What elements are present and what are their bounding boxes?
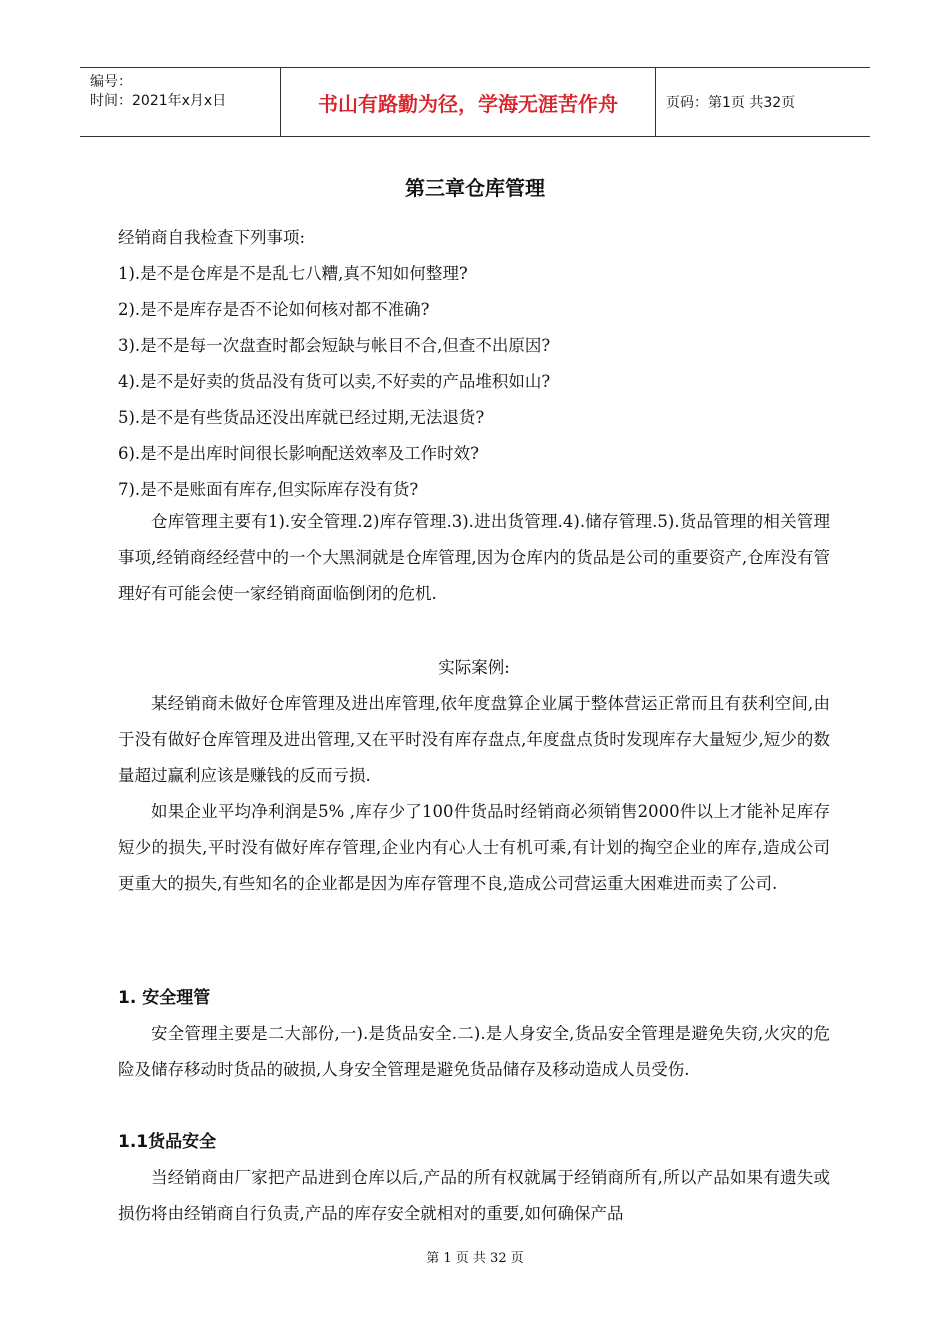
code-label: 编号： bbox=[90, 74, 132, 90]
checklist-item: 2).是不是库存是否不论如何核对都不准确? bbox=[118, 300, 430, 319]
section-1-paragraph: 安全管理主要是二大部份,一).是货品安全.二).是人身安全,货品安全管理是避免失窃,火灾的危险及储存移动时货品的破损,人身安全管理是避免货品储存及移动造成人员受伤. bbox=[118, 1024, 830, 1079]
chapter-title: 第三章仓库管理 bbox=[405, 176, 545, 200]
checklist-item: 1).是不是仓库是不是乱七八糟,真不知如何整理? bbox=[118, 264, 468, 283]
intro-line: 经销商自我检查下列事项: bbox=[118, 228, 306, 247]
checklist-block bbox=[118, 220, 830, 508]
case-paragraph-2: 如果企业平均净利润是5% ,库存少了100件货品时经销商必须销售2000件以上才能补足库存短少的损失,平时没有做好库存管理,企业内有心人士有机可乘,有计划的掏空企业的库存,造成公司更重大的损失,有些知名的企业都是因为库存管理不良,造成公司营运重大困难进而卖了公司. bbox=[118, 802, 830, 893]
checklist-item: 3).是不是每一次盘查时都会短缺与帐目不合,但查不出原因? bbox=[118, 336, 551, 355]
time-label: 时间：2021年x月x日 bbox=[90, 93, 227, 109]
section-1-1-heading: 1.1货品安全 bbox=[118, 1132, 217, 1152]
case-heading: 实际案例: bbox=[438, 658, 510, 677]
header-meta-cell bbox=[80, 68, 281, 136]
section-1-1-paragraph: 当经销商由厂家把产品进到仓库以后,产品的所有权就属于经销商所有,所以产品如果有遗失或损伤将由经销商自行负责,产品的库存安全就相对的重要,如何确保产品 bbox=[118, 1168, 830, 1223]
header-table bbox=[80, 67, 870, 137]
checklist-item: 5).是不是有些货品还没出库就已经过期,无法退货? bbox=[118, 408, 485, 427]
page-footer: 第 1 页 共 32 页 bbox=[426, 1251, 524, 1266]
case-paragraph-1: 某经销商未做好仓库管理及进出库管理,依年度盘算企业属于整体营运正常而且有获利空间,由于没有做好仓库管理及进出管理,又在平时没有库存盘点,年度盘点货时发现库存大量短少,短少的数量超过赢利应该是赚钱的反而亏损. bbox=[118, 694, 830, 785]
summary-paragraph: 仓库管理主要有1).安全管理.2)库存管理.3).进出货管理.4).储存管理.5).货品管理的相关管理事项,经销商经经营中的一个大黑洞就是仓库管理,因为仓库内的货品是公司的重要资产,仓库没有管理好有可能会使一家经销商面临倒闭的危机. bbox=[118, 512, 830, 603]
section-1-heading: 1. 安全理管 bbox=[118, 988, 211, 1008]
header-motto: 书山有路勤为径，学海无涯苦作舟 bbox=[281, 68, 656, 136]
checklist-item: 4).是不是好卖的货品没有货可以卖,不好卖的产品堆积如山? bbox=[118, 372, 551, 391]
header-page-code: 页码：第1页 共32页 bbox=[666, 95, 796, 111]
checklist-item: 6).是不是出库时间很长影响配送效率及工作时效? bbox=[118, 444, 480, 463]
checklist-item: 7).是不是账面有库存,但实际库存没有货? bbox=[118, 480, 419, 499]
